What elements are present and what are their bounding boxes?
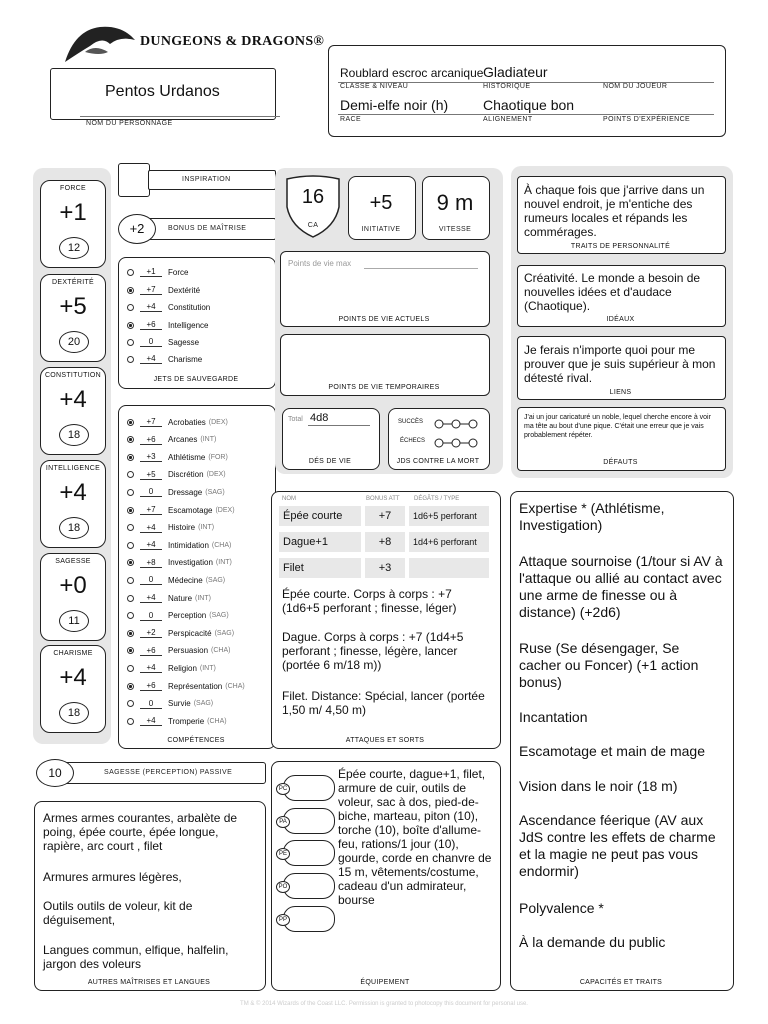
- proficiency-armor: Armures armures légères,: [43, 870, 182, 884]
- proficiency-value[interactable]: +2: [118, 214, 156, 244]
- proficiency-dot[interactable]: [127, 595, 134, 602]
- ability-score[interactable]: 12: [59, 237, 89, 259]
- skill-mod: +4: [140, 663, 162, 673]
- flaws-text: J'ai un jour caricaturé un noble, lequel cherche encore à voir ma tête au bout d'une pique. C'était une erreur que je vais probablement répéter.: [524, 414, 711, 439]
- skill-ability: (SAG): [205, 576, 226, 584]
- coin-cp[interactable]: [278, 775, 335, 801]
- passive-perception-value[interactable]: 10: [36, 759, 74, 787]
- hp-max-line: [364, 268, 478, 269]
- save-mod: +6: [140, 320, 162, 330]
- ability-name: SAGESSE: [55, 558, 91, 565]
- skill-name: Discrétion: [168, 470, 204, 480]
- save-name: Dextérité: [168, 285, 201, 295]
- ability-score[interactable]: 18: [59, 702, 89, 724]
- skill-name: Acrobaties: [168, 417, 206, 427]
- proficiency-dot[interactable]: [127, 612, 134, 619]
- flaws-label: DÉFAUTS: [603, 459, 638, 466]
- save-row[interactable]: [127, 354, 202, 364]
- proficiency-dot[interactable]: [127, 700, 134, 707]
- proficiency-dot[interactable]: [127, 683, 134, 690]
- skill-name: Intimidation: [168, 540, 209, 550]
- ability-name: CONSTITUTION: [44, 372, 102, 379]
- ability-modifier[interactable]: +4: [59, 479, 87, 506]
- coin-label: PO: [276, 881, 290, 893]
- proficiency-dot[interactable]: [127, 419, 134, 426]
- skill-mod: +7: [140, 417, 162, 427]
- coin-ep[interactable]: [278, 840, 335, 866]
- ability-force: [40, 180, 106, 268]
- skill-row[interactable]: [127, 663, 216, 673]
- attack-bonus[interactable]: +7: [365, 506, 405, 526]
- ability-score[interactable]: 20: [59, 331, 89, 353]
- skill-name: Athlétisme: [168, 452, 206, 462]
- proficiency-dot[interactable]: [127, 507, 134, 514]
- proficiency-dot[interactable]: [127, 630, 134, 637]
- xp-label: POINTS D'EXPÉRIENCE: [603, 116, 691, 123]
- skill-name: Arcanes: [168, 435, 198, 445]
- skill-ability: (INT): [199, 664, 216, 672]
- coin-label: PE: [276, 848, 290, 860]
- skill-mod: +6: [140, 681, 162, 691]
- save-name: Sagesse: [168, 337, 200, 347]
- skill-mod: 0: [140, 487, 162, 497]
- save-mod: +7: [140, 285, 162, 295]
- proficiency-dot[interactable]: [127, 269, 134, 276]
- hp-temp-label: POINTS DE VIE TEMPORAIRES: [328, 384, 440, 391]
- proficiency-dot[interactable]: [127, 454, 134, 461]
- skill-row[interactable]: [127, 558, 232, 568]
- skill-mod: +7: [140, 505, 162, 515]
- coin-label: PC: [276, 783, 290, 795]
- save-mod: 0: [140, 337, 162, 347]
- dragon-icon: [60, 22, 140, 68]
- proficiency-weapons: Armes armes courantes, arbalète de poing, épée courte, épée longue, rapière, arc court , filet: [43, 811, 238, 853]
- attacks-label: ATTAQUES ET SORTS: [345, 737, 425, 744]
- footer-copyright: TM & © 2014 Wizards of the Coast LLC. Permission is granted to photocopy this document for personal use.: [240, 1001, 528, 1007]
- skills-label: COMPÉTENCES: [167, 737, 225, 744]
- save-row[interactable]: [127, 267, 188, 277]
- divider: [80, 116, 280, 117]
- ability-name: FORCE: [60, 185, 86, 192]
- character-name-label: NOM DU PERSONNAGE: [86, 120, 173, 127]
- skill-ability: (CHA): [211, 647, 231, 655]
- feature-item: Expertise * (Athlétisme, Investigation): [519, 500, 665, 533]
- equipment-text: Épée courte, dague+1, filet, armure de cuir, outils de voleur, sac à dos, pied-de-biche, marteau, piton (10), torche (10), boîte d'allume-feu, rations/1 jour (10), gourde, corde en chanvre de 15 m, vêtements/costume, cadeau d'un admirateur, bourse: [338, 767, 492, 907]
- save-mod: +4: [140, 302, 162, 312]
- bonds-label: LIENS: [609, 389, 632, 396]
- logo-text: DUNGEONS & DRAGONS®: [140, 34, 325, 49]
- alignment-value[interactable]: Chaotique bon: [483, 97, 575, 113]
- attack-note: Dague. Corps à corps : +7 (1d4+5 perforant ; finesse, légère, lancer (portée 6 m/18 m)): [282, 630, 464, 672]
- skill-ability: (DEX): [215, 506, 235, 514]
- proficiency-dot[interactable]: [127, 322, 134, 329]
- hit-dice-total-label: Total: [288, 416, 303, 423]
- proficiency-dot[interactable]: [127, 304, 134, 311]
- skill-name: Religion: [168, 663, 197, 673]
- initiative-value[interactable]: +5: [369, 192, 393, 214]
- coin-label: PP: [276, 914, 290, 926]
- skill-mod: +4: [140, 540, 162, 550]
- death-saves-label: JDS CONTRE LA MORT: [396, 458, 480, 465]
- skill-row[interactable]: [127, 628, 234, 638]
- ability-modifier[interactable]: +4: [59, 664, 87, 691]
- death-fail-label: ÉCHECS: [400, 438, 426, 444]
- skill-ability: (CHA): [225, 682, 245, 690]
- proficiency-dot[interactable]: [127, 542, 134, 549]
- ability-modifier[interactable]: +1: [59, 199, 87, 226]
- skill-mod: +4: [140, 523, 162, 533]
- inspiration-label: INSPIRATION: [182, 176, 231, 183]
- ability-dexterite: [40, 274, 106, 362]
- hp-max-label: Points de vie max: [288, 259, 352, 268]
- skill-mod: +4: [140, 593, 162, 603]
- feature-item: Ruse (Se désengager, Se cacher ou Foncer) (+1 action bonus): [519, 640, 699, 690]
- coin-gp[interactable]: [278, 873, 335, 899]
- skill-name: Nature: [168, 593, 193, 603]
- class-level-value[interactable]: Roublard escroc arcanique: [340, 66, 484, 80]
- save-mod: +1: [140, 267, 162, 277]
- skill-row[interactable]: [127, 523, 214, 533]
- skill-row[interactable]: [127, 646, 230, 656]
- skill-row[interactable]: [127, 575, 225, 585]
- skill-ability: (FOR): [208, 453, 228, 461]
- initiative-label: INITIATIVE: [361, 226, 401, 233]
- traits-text: À chaque fois que j'arrive dans un nouvel endroit, je m'entiche des rumeurs locales et répands les commérages.: [524, 183, 705, 239]
- feature-item: Escamotage et main de mage: [519, 743, 705, 759]
- skill-row[interactable]: [127, 452, 228, 462]
- skill-ability: (DEX): [208, 418, 228, 426]
- ability-modifier[interactable]: +0: [59, 572, 87, 599]
- skill-row[interactable]: [127, 505, 235, 515]
- save-row[interactable]: [127, 302, 210, 312]
- ability-name: CHARISME: [53, 650, 93, 657]
- ability-score[interactable]: 18: [59, 517, 89, 539]
- passive-perception-label: SAGESSE (PERCEPTION) PASSIVE: [104, 769, 233, 776]
- skill-name: Survie: [168, 699, 191, 709]
- proficiency-dot[interactable]: [127, 665, 134, 672]
- skill-ability: (SAG): [205, 488, 225, 496]
- skill-row[interactable]: [127, 540, 231, 550]
- proficiency-label: BONUS DE MAÎTRISE: [168, 225, 247, 232]
- ability-name: INTELLIGENCE: [45, 465, 101, 472]
- equipment-label: ÉQUIPEMENT: [360, 979, 410, 986]
- skill-row[interactable]: [127, 593, 211, 603]
- feature-item: Ascendance féerique (AV aux JdS contre les effets de charme et la magie ne peut pas vous endormir): [519, 812, 716, 879]
- save-row[interactable]: [127, 320, 208, 330]
- attack-name[interactable]: Dague+1: [279, 532, 361, 552]
- skill-name: Médecine: [168, 575, 203, 585]
- proficiencies-label: AUTRES MAÎTRISES ET LANGUES: [87, 979, 211, 986]
- skill-row[interactable]: [127, 681, 245, 691]
- feature-item: Incantation: [519, 709, 588, 725]
- ability-score[interactable]: 18: [59, 424, 89, 446]
- attack-damage[interactable]: 1d4+6 perforant: [409, 532, 489, 552]
- saving-throws-label: JETS DE SAUVEGARDE: [153, 376, 239, 383]
- proficiency-dot[interactable]: [127, 647, 134, 654]
- death-success-circles[interactable]: [434, 416, 478, 434]
- skill-ability: (INT): [215, 559, 232, 567]
- proficiency-dot[interactable]: [127, 287, 134, 294]
- skill-mod: +2: [140, 628, 162, 638]
- skill-mod: +5: [140, 470, 162, 480]
- hit-dice-label: DÉS DE VIE: [308, 458, 352, 465]
- skill-mod: 0: [140, 575, 162, 585]
- skill-name: Persuasion: [168, 646, 209, 656]
- ability-sagesse: [40, 553, 106, 641]
- save-name: Intelligence: [168, 320, 209, 330]
- save-name: Charisme: [168, 354, 203, 364]
- ability-modifier[interactable]: +5: [59, 293, 87, 320]
- background-value[interactable]: Gladiateur: [483, 64, 548, 80]
- attack-bonus[interactable]: +3: [365, 558, 405, 578]
- skill-name: Investigation: [168, 558, 213, 568]
- attack-note: Épée courte. Corps à corps : +7 (1d6+5 perforant ; finesse, léger): [282, 587, 457, 615]
- proficiency-dot[interactable]: [127, 471, 134, 478]
- skill-row[interactable]: [127, 716, 227, 726]
- skill-name: Histoire: [168, 523, 196, 533]
- speed-label: VITESSE: [438, 226, 472, 233]
- skill-name: Perspicacité: [168, 628, 212, 638]
- skill-mod: 0: [140, 611, 162, 621]
- ideals-label: IDÉAUX: [606, 316, 635, 323]
- skill-row[interactable]: [127, 435, 216, 445]
- hp-current-label: POINTS DE VIE ACTUELS: [338, 316, 430, 323]
- skill-name: Tromperie: [168, 716, 205, 726]
- character-info-box: [328, 45, 726, 137]
- circle-icon[interactable]: [434, 419, 478, 429]
- proficiency-dot[interactable]: [127, 524, 134, 531]
- ideals-text: Créativité. Le monde a besoin de nouvelles idées et d'audace (Chaotique).: [524, 271, 701, 313]
- death-success-label: SUCCÈS: [398, 419, 424, 425]
- attack-name[interactable]: Épée courte: [279, 506, 361, 526]
- proficiency-dot[interactable]: [127, 436, 134, 443]
- speed-value[interactable]: 9 m: [436, 190, 474, 215]
- alignment-label: ALIGNEMENT: [483, 116, 533, 123]
- skill-ability: (CHA): [211, 541, 232, 549]
- skill-name: Dressage: [168, 487, 203, 497]
- class-level-label: CLASSE & NIVEAU: [340, 83, 409, 90]
- ability-name: DEXTÉRITÉ: [52, 279, 94, 286]
- attacks-header-damage: DÉGÂTS / TYPE: [414, 496, 460, 502]
- skill-mod: +6: [140, 646, 162, 656]
- save-name: Constitution: [168, 302, 211, 312]
- circle-icon[interactable]: [434, 438, 478, 448]
- attack-bonus[interactable]: +8: [365, 532, 405, 552]
- skill-name: Représentation: [168, 681, 223, 691]
- race-value[interactable]: Demi-elfe noir (h): [340, 97, 449, 113]
- skill-name: Escamotage: [168, 505, 213, 515]
- armor-class-value[interactable]: 16: [301, 186, 325, 208]
- hit-dice-line: [308, 425, 370, 426]
- attack-name[interactable]: Filet: [279, 558, 361, 578]
- proficiency-dot[interactable]: [127, 356, 134, 363]
- skill-ability: (DEX): [206, 471, 226, 479]
- skill-mod: +6: [140, 435, 162, 445]
- death-fail-circles[interactable]: [434, 435, 478, 453]
- attack-damage[interactable]: 1d6+5 perforant: [409, 506, 489, 526]
- coin-label: PA: [276, 816, 290, 828]
- attacks-header-bonus: BONUS ATT: [366, 496, 400, 502]
- traits-label: TRAITS DE PERSONNALITÉ: [570, 243, 671, 250]
- ability-score[interactable]: 11: [59, 610, 89, 632]
- ability-charisme: [40, 645, 106, 733]
- feature-item: À la demande du public: [519, 934, 666, 950]
- proficiency-languages: Langues commun, elfique, halfelin, jargon des voleurs: [43, 943, 229, 971]
- skill-ability: (SAG): [209, 612, 229, 620]
- skill-ability: (INT): [200, 436, 217, 444]
- skill-mod: +8: [140, 558, 162, 568]
- hit-dice-value[interactable]: 4d8: [310, 412, 329, 424]
- skill-ability: (INT): [198, 524, 215, 532]
- skill-row[interactable]: [127, 470, 226, 480]
- background-label: HISTORIQUE: [483, 83, 531, 90]
- save-row[interactable]: [127, 285, 200, 295]
- race-label: RACE: [340, 116, 362, 123]
- features-label: CAPACITÉS ET TRAITS: [579, 979, 663, 986]
- armor-class-label: CA: [307, 222, 319, 229]
- skill-row[interactable]: [127, 699, 213, 709]
- ability-intelligence: [40, 460, 106, 548]
- feature-item: Polyvalence *: [519, 900, 604, 916]
- attack-damage[interactable]: [409, 558, 489, 578]
- feature-item: Vision dans le noir (18 m): [519, 778, 678, 794]
- attack-note: Filet. Distance: Spécial, lancer (portée 1,50 m/ 4,50 m): [282, 689, 485, 717]
- skill-row[interactable]: [127, 611, 229, 621]
- inspiration-checkbox[interactable]: [118, 163, 150, 197]
- proficiency-dot[interactable]: [127, 559, 134, 566]
- skill-ability: (SAG): [193, 700, 214, 708]
- proficiency-dot[interactable]: [127, 339, 134, 346]
- player-name-label: NOM DU JOUEUR: [603, 83, 668, 90]
- save-row[interactable]: [127, 337, 199, 347]
- skill-name: Perception: [168, 611, 207, 621]
- skill-ability: (SAG): [214, 629, 235, 637]
- proficiency-tools: Outils outils de voleur, kit de déguisement,: [43, 899, 193, 927]
- coin-sp[interactable]: [279, 808, 335, 834]
- character-name[interactable]: Pentos Urdanos: [105, 83, 220, 100]
- ability-modifier[interactable]: +4: [59, 386, 87, 413]
- proficiency-dot[interactable]: [127, 577, 134, 584]
- divider: [338, 114, 714, 115]
- save-mod: +4: [140, 354, 162, 364]
- proficiency-dot[interactable]: [127, 489, 134, 496]
- skill-row[interactable]: [127, 417, 228, 427]
- attacks-header-name: NOM: [282, 496, 296, 502]
- skill-mod: +4: [140, 716, 162, 726]
- skill-ability: (CHA): [207, 717, 227, 725]
- save-name: Force: [168, 267, 189, 277]
- proficiency-dot[interactable]: [127, 718, 134, 725]
- skill-row[interactable]: [127, 487, 225, 497]
- skill-mod: 0: [140, 699, 162, 709]
- ability-constitution: [40, 367, 106, 455]
- skill-ability: (INT): [195, 594, 211, 602]
- feature-item: Attaque sournoise (1/tour si AV à l'attaque ou allié au contact avec une arme de finesse ou à distance) (+2d6): [519, 553, 723, 620]
- bonds-text: Je ferais n'importe quoi pour me prouver que je suis supérieur à mon détesté rival.: [524, 343, 716, 385]
- coin-pp[interactable]: [278, 906, 335, 932]
- skill-mod: +3: [140, 452, 162, 462]
